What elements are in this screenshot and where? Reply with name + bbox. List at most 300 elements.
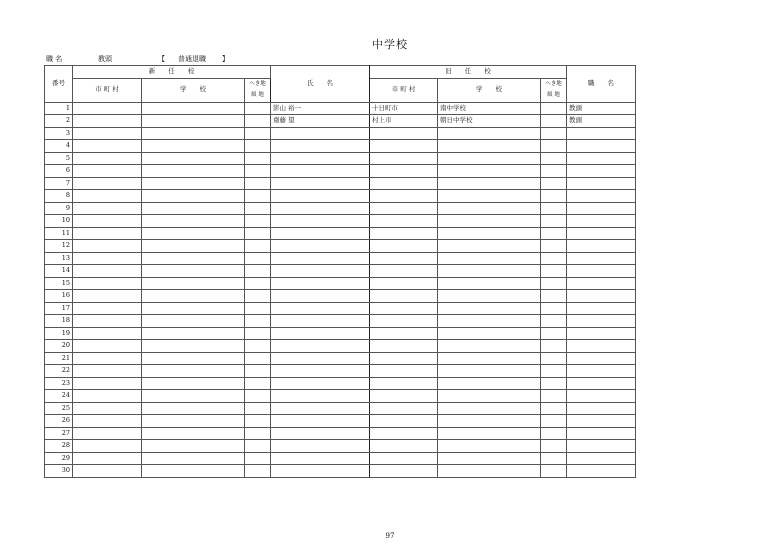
name-cell bbox=[271, 465, 370, 478]
table-row bbox=[45, 365, 636, 378]
new-remote-cell bbox=[245, 152, 271, 165]
new-school-cell bbox=[142, 302, 245, 315]
old-municipality-cell: 十日町市 bbox=[370, 102, 438, 115]
name-cell bbox=[271, 265, 370, 278]
row-number: 1 bbox=[45, 102, 73, 115]
position-cell bbox=[567, 190, 636, 203]
name-cell bbox=[271, 365, 370, 378]
row-number: 4 bbox=[45, 140, 73, 153]
new-municipality-cell bbox=[73, 165, 142, 178]
name-cell bbox=[271, 127, 370, 140]
new-school-cell bbox=[142, 252, 245, 265]
old-municipality-cell bbox=[370, 452, 438, 465]
table-row bbox=[45, 252, 636, 265]
old-municipality-cell bbox=[370, 327, 438, 340]
row-number: 24 bbox=[45, 390, 73, 403]
new-remote-cell bbox=[245, 427, 271, 440]
old-municipality-cell bbox=[370, 190, 438, 203]
row-number: 12 bbox=[45, 240, 73, 253]
name-cell bbox=[271, 315, 370, 328]
new-municipality-cell bbox=[73, 327, 142, 340]
position-cell: 教頭 bbox=[567, 115, 636, 128]
old-municipality-cell bbox=[370, 352, 438, 365]
new-municipality-cell bbox=[73, 227, 142, 240]
name-cell bbox=[271, 177, 370, 190]
old-school-cell bbox=[438, 202, 541, 215]
new-remote-cell bbox=[245, 415, 271, 428]
old-remote-cell bbox=[541, 115, 567, 128]
new-school-cell bbox=[142, 190, 245, 203]
table-row bbox=[45, 115, 636, 128]
old-remote-cell bbox=[541, 365, 567, 378]
old-municipality-cell bbox=[370, 127, 438, 140]
new-school-cell bbox=[142, 390, 245, 403]
new-remote-cell bbox=[245, 240, 271, 253]
table-row bbox=[45, 340, 636, 353]
position-cell: 教頭 bbox=[567, 102, 636, 115]
name-cell: 齋藤 望 bbox=[271, 115, 370, 128]
old-municipality-cell bbox=[370, 415, 438, 428]
name-cell bbox=[271, 202, 370, 215]
old-remote-cell bbox=[541, 377, 567, 390]
old-school-cell bbox=[438, 190, 541, 203]
header-new-school: 新 任 校 bbox=[73, 66, 271, 79]
old-remote-cell bbox=[541, 215, 567, 228]
new-remote-cell bbox=[245, 265, 271, 278]
name-cell bbox=[271, 277, 370, 290]
table-row bbox=[45, 152, 636, 165]
new-school-cell bbox=[142, 240, 245, 253]
new-school-cell bbox=[142, 265, 245, 278]
table-row bbox=[45, 315, 636, 328]
old-remote-cell bbox=[541, 127, 567, 140]
old-school-cell bbox=[438, 302, 541, 315]
header-new-municipality: 市 町 村 bbox=[73, 78, 142, 102]
new-municipality-cell bbox=[73, 352, 142, 365]
old-remote-cell bbox=[541, 327, 567, 340]
new-remote-cell bbox=[245, 227, 271, 240]
name-cell bbox=[271, 140, 370, 153]
position-cell bbox=[567, 365, 636, 378]
new-remote-cell bbox=[245, 440, 271, 453]
page-number: 97 bbox=[385, 532, 395, 540]
row-number: 20 bbox=[45, 340, 73, 353]
new-remote-cell bbox=[245, 365, 271, 378]
old-municipality-cell bbox=[370, 252, 438, 265]
old-remote-cell bbox=[541, 415, 567, 428]
table-row bbox=[45, 165, 636, 178]
new-school-cell bbox=[142, 277, 245, 290]
page-title: 中学校 bbox=[372, 38, 408, 51]
old-remote-cell bbox=[541, 190, 567, 203]
header-new-remote-bottom: 級 地 bbox=[251, 92, 264, 98]
position-cell bbox=[567, 352, 636, 365]
row-number: 26 bbox=[45, 415, 73, 428]
old-municipality-cell bbox=[370, 390, 438, 403]
name-cell bbox=[271, 290, 370, 303]
row-number: 30 bbox=[45, 465, 73, 478]
new-school-cell bbox=[142, 140, 245, 153]
position-label: 職 名 bbox=[46, 55, 63, 63]
new-municipality-cell bbox=[73, 115, 142, 128]
table-row bbox=[45, 190, 636, 203]
new-school-cell bbox=[142, 415, 245, 428]
new-municipality-cell bbox=[73, 340, 142, 353]
bracket-close: 】 bbox=[222, 55, 229, 63]
new-remote-cell bbox=[245, 290, 271, 303]
row-number: 9 bbox=[45, 202, 73, 215]
new-municipality-cell bbox=[73, 315, 142, 328]
new-municipality-cell bbox=[73, 190, 142, 203]
name-cell bbox=[271, 427, 370, 440]
position-cell bbox=[567, 390, 636, 403]
table-row bbox=[45, 327, 636, 340]
new-municipality-cell bbox=[73, 402, 142, 415]
name-cell bbox=[271, 440, 370, 453]
table-row bbox=[45, 465, 636, 478]
new-school-cell bbox=[142, 340, 245, 353]
old-school-cell bbox=[438, 290, 541, 303]
new-remote-cell bbox=[245, 115, 271, 128]
old-school-cell bbox=[438, 215, 541, 228]
old-remote-cell bbox=[541, 427, 567, 440]
old-municipality-cell bbox=[370, 290, 438, 303]
header-name: 氏 名 bbox=[271, 66, 370, 103]
position-cell bbox=[567, 202, 636, 215]
new-remote-cell bbox=[245, 315, 271, 328]
row-number: 2 bbox=[45, 115, 73, 128]
old-municipality-cell bbox=[370, 377, 438, 390]
new-school-cell bbox=[142, 115, 245, 128]
table-row bbox=[45, 290, 636, 303]
new-remote-cell bbox=[245, 252, 271, 265]
name-cell bbox=[271, 152, 370, 165]
row-number: 19 bbox=[45, 327, 73, 340]
old-municipality-cell bbox=[370, 215, 438, 228]
old-remote-cell bbox=[541, 265, 567, 278]
name-cell bbox=[271, 402, 370, 415]
header-old-remote bbox=[541, 78, 567, 102]
table-row bbox=[45, 377, 636, 390]
old-school-cell bbox=[438, 452, 541, 465]
old-school-cell bbox=[438, 427, 541, 440]
new-school-cell bbox=[142, 215, 245, 228]
position-cell bbox=[567, 290, 636, 303]
name-cell bbox=[271, 352, 370, 365]
new-municipality-cell bbox=[73, 427, 142, 440]
new-school-cell bbox=[142, 440, 245, 453]
position-cell bbox=[567, 452, 636, 465]
old-municipality-cell bbox=[370, 315, 438, 328]
header-old-school: 旧 任 校 bbox=[370, 66, 567, 79]
position-cell bbox=[567, 440, 636, 453]
new-municipality-cell bbox=[73, 177, 142, 190]
old-remote-cell bbox=[541, 340, 567, 353]
header-number: 番号 bbox=[45, 66, 73, 103]
new-municipality-cell bbox=[73, 277, 142, 290]
table-row bbox=[45, 215, 636, 228]
new-remote-cell bbox=[245, 177, 271, 190]
new-remote-cell bbox=[245, 465, 271, 478]
position-cell bbox=[567, 140, 636, 153]
table-row bbox=[45, 352, 636, 365]
old-municipality-cell bbox=[370, 227, 438, 240]
position-cell bbox=[567, 152, 636, 165]
name-cell: 影山 裕一 bbox=[271, 102, 370, 115]
position-cell bbox=[567, 377, 636, 390]
old-school-cell bbox=[438, 277, 541, 290]
old-municipality-cell: 村上市 bbox=[370, 115, 438, 128]
name-cell bbox=[271, 327, 370, 340]
new-remote-cell bbox=[245, 452, 271, 465]
new-municipality-cell bbox=[73, 215, 142, 228]
old-municipality-cell bbox=[370, 277, 438, 290]
table-row bbox=[45, 140, 636, 153]
old-school-cell bbox=[438, 177, 541, 190]
row-number: 15 bbox=[45, 277, 73, 290]
old-municipality-cell bbox=[370, 265, 438, 278]
position-cell bbox=[567, 415, 636, 428]
new-remote-cell bbox=[245, 302, 271, 315]
new-municipality-cell bbox=[73, 265, 142, 278]
new-school-cell bbox=[142, 290, 245, 303]
old-municipality-cell bbox=[370, 302, 438, 315]
old-remote-cell bbox=[541, 302, 567, 315]
position-cell bbox=[567, 127, 636, 140]
header-old-school-name: 学 校 bbox=[438, 78, 541, 102]
new-remote-cell bbox=[245, 377, 271, 390]
row-number: 11 bbox=[45, 227, 73, 240]
table-row bbox=[45, 127, 636, 140]
table-row bbox=[45, 277, 636, 290]
new-school-cell bbox=[142, 427, 245, 440]
new-remote-cell bbox=[245, 352, 271, 365]
old-school-cell bbox=[438, 390, 541, 403]
row-number: 7 bbox=[45, 177, 73, 190]
position-cell bbox=[567, 240, 636, 253]
old-remote-cell bbox=[541, 177, 567, 190]
old-school-cell bbox=[438, 315, 541, 328]
header-old-municipality: 市 町 村 bbox=[370, 78, 438, 102]
old-remote-cell bbox=[541, 240, 567, 253]
position-cell bbox=[567, 215, 636, 228]
new-remote-cell bbox=[245, 402, 271, 415]
old-school-cell bbox=[438, 240, 541, 253]
old-remote-cell bbox=[541, 252, 567, 265]
new-municipality-cell bbox=[73, 465, 142, 478]
new-school-cell bbox=[142, 402, 245, 415]
new-remote-cell bbox=[245, 390, 271, 403]
new-remote-cell bbox=[245, 327, 271, 340]
new-remote-cell bbox=[245, 165, 271, 178]
new-municipality-cell bbox=[73, 290, 142, 303]
name-cell bbox=[271, 240, 370, 253]
position-cell bbox=[567, 327, 636, 340]
old-remote-cell bbox=[541, 227, 567, 240]
old-school-cell bbox=[438, 415, 541, 428]
new-school-cell bbox=[142, 327, 245, 340]
name-cell bbox=[271, 340, 370, 353]
position-cell bbox=[567, 252, 636, 265]
old-remote-cell bbox=[541, 315, 567, 328]
old-remote-cell bbox=[541, 390, 567, 403]
new-school-cell bbox=[142, 452, 245, 465]
header-old-remote-bottom: 級 地 bbox=[547, 92, 560, 98]
new-school-cell bbox=[142, 177, 245, 190]
row-number: 29 bbox=[45, 452, 73, 465]
row-number: 21 bbox=[45, 352, 73, 365]
old-remote-cell bbox=[541, 352, 567, 365]
position-cell bbox=[567, 427, 636, 440]
transfer-table bbox=[44, 65, 636, 478]
new-school-cell bbox=[142, 465, 245, 478]
old-school-cell bbox=[438, 140, 541, 153]
old-school-cell bbox=[438, 327, 541, 340]
row-number: 23 bbox=[45, 377, 73, 390]
position-cell bbox=[567, 402, 636, 415]
old-school-cell bbox=[438, 252, 541, 265]
old-school-cell bbox=[438, 127, 541, 140]
position-cell bbox=[567, 277, 636, 290]
old-municipality-cell bbox=[370, 365, 438, 378]
new-remote-cell bbox=[245, 190, 271, 203]
header-new-school-name: 学 校 bbox=[142, 78, 245, 102]
old-school-cell bbox=[438, 165, 541, 178]
new-school-cell bbox=[142, 202, 245, 215]
new-remote-cell bbox=[245, 102, 271, 115]
row-number: 8 bbox=[45, 190, 73, 203]
new-municipality-cell bbox=[73, 415, 142, 428]
name-cell bbox=[271, 415, 370, 428]
old-school-cell bbox=[438, 402, 541, 415]
row-number: 6 bbox=[45, 165, 73, 178]
old-remote-cell bbox=[541, 152, 567, 165]
table-row bbox=[45, 452, 636, 465]
position-cell bbox=[567, 302, 636, 315]
table-row bbox=[45, 102, 636, 115]
new-remote-cell bbox=[245, 340, 271, 353]
row-number: 25 bbox=[45, 402, 73, 415]
old-municipality-cell bbox=[370, 165, 438, 178]
table-row bbox=[45, 240, 636, 253]
old-municipality-cell bbox=[370, 427, 438, 440]
position-cell bbox=[567, 315, 636, 328]
name-cell bbox=[271, 227, 370, 240]
table-row bbox=[45, 402, 636, 415]
table-row bbox=[45, 202, 636, 215]
new-school-cell bbox=[142, 152, 245, 165]
bracket-open: 【 bbox=[158, 55, 165, 63]
old-municipality-cell bbox=[370, 402, 438, 415]
name-cell bbox=[271, 377, 370, 390]
name-cell bbox=[271, 190, 370, 203]
old-remote-cell bbox=[541, 465, 567, 478]
new-municipality-cell bbox=[73, 302, 142, 315]
position-cell bbox=[567, 177, 636, 190]
name-cell bbox=[271, 452, 370, 465]
old-school-cell bbox=[438, 352, 541, 365]
header-old-remote-top: へき地 bbox=[545, 80, 562, 87]
new-school-cell bbox=[142, 127, 245, 140]
old-school-cell bbox=[438, 265, 541, 278]
new-municipality-cell bbox=[73, 202, 142, 215]
new-municipality-cell bbox=[73, 152, 142, 165]
position-cell bbox=[567, 165, 636, 178]
name-cell bbox=[271, 215, 370, 228]
new-school-cell bbox=[142, 315, 245, 328]
new-municipality-cell bbox=[73, 127, 142, 140]
row-number: 18 bbox=[45, 315, 73, 328]
category-label: 普通退職 bbox=[178, 55, 206, 63]
old-remote-cell bbox=[541, 402, 567, 415]
new-remote-cell bbox=[245, 202, 271, 215]
row-number: 17 bbox=[45, 302, 73, 315]
table-row bbox=[45, 227, 636, 240]
name-cell bbox=[271, 302, 370, 315]
row-number: 22 bbox=[45, 365, 73, 378]
new-school-cell bbox=[142, 227, 245, 240]
position-cell bbox=[567, 340, 636, 353]
old-school-cell bbox=[438, 440, 541, 453]
new-municipality-cell bbox=[73, 240, 142, 253]
row-number: 13 bbox=[45, 252, 73, 265]
old-school-cell bbox=[438, 377, 541, 390]
name-cell bbox=[271, 252, 370, 265]
old-remote-cell bbox=[541, 165, 567, 178]
old-remote-cell bbox=[541, 290, 567, 303]
table-row bbox=[45, 177, 636, 190]
table-row bbox=[45, 440, 636, 453]
new-municipality-cell bbox=[73, 440, 142, 453]
row-number: 16 bbox=[45, 290, 73, 303]
row-number: 3 bbox=[45, 127, 73, 140]
row-number: 28 bbox=[45, 440, 73, 453]
new-municipality-cell bbox=[73, 365, 142, 378]
table-row bbox=[45, 427, 636, 440]
old-remote-cell bbox=[541, 102, 567, 115]
table-row bbox=[45, 302, 636, 315]
new-municipality-cell bbox=[73, 102, 142, 115]
new-municipality-cell bbox=[73, 140, 142, 153]
old-school-cell bbox=[438, 340, 541, 353]
new-school-cell bbox=[142, 365, 245, 378]
new-municipality-cell bbox=[73, 452, 142, 465]
position-cell bbox=[567, 265, 636, 278]
old-school-cell: 朝日中学校 bbox=[438, 115, 541, 128]
table-row bbox=[45, 265, 636, 278]
old-school-cell bbox=[438, 465, 541, 478]
old-school-cell bbox=[438, 227, 541, 240]
new-remote-cell bbox=[245, 140, 271, 153]
new-school-cell bbox=[142, 102, 245, 115]
new-municipality-cell bbox=[73, 390, 142, 403]
new-school-cell bbox=[142, 165, 245, 178]
old-municipality-cell bbox=[370, 240, 438, 253]
old-municipality-cell bbox=[370, 340, 438, 353]
old-remote-cell bbox=[541, 452, 567, 465]
header-position: 職 名 bbox=[567, 66, 636, 103]
old-municipality-cell bbox=[370, 440, 438, 453]
header-new-remote-top: へき地 bbox=[249, 80, 266, 87]
new-remote-cell bbox=[245, 277, 271, 290]
row-number: 10 bbox=[45, 215, 73, 228]
old-school-cell bbox=[438, 152, 541, 165]
table-row bbox=[45, 415, 636, 428]
name-cell bbox=[271, 165, 370, 178]
old-school-cell: 南中学校 bbox=[438, 102, 541, 115]
new-municipality-cell bbox=[73, 252, 142, 265]
name-cell bbox=[271, 390, 370, 403]
